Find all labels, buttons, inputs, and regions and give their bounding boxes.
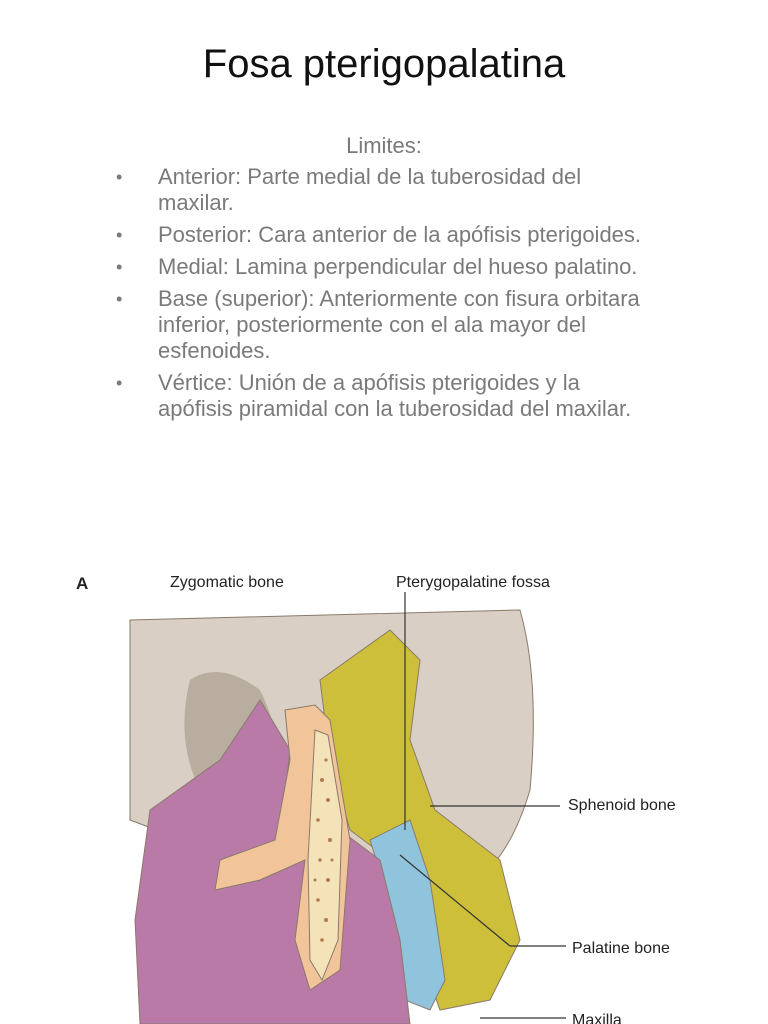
list-item xyxy=(116,222,656,248)
list-item-text: Anterior: Parte medial de la tuberosidad del maxilar. xyxy=(158,164,582,215)
list-item-text: Base (superior): Anteriormente con fisura orbitara inferior, posteriormente con el ala mayor del esfenoides. xyxy=(158,286,640,363)
label-palatine-bone: Palatine bone xyxy=(572,940,670,957)
bullet-icon: • xyxy=(116,257,123,277)
anatomy-figure xyxy=(60,560,768,1024)
bullet-icon: • xyxy=(116,225,123,245)
label-maxilla: Maxilla xyxy=(572,1012,622,1024)
list-item-text: Vértice: Unión de a apófisis pterigoides y la apófisis piramidal con la tuberosidad del maxilar. xyxy=(158,370,632,421)
slide-title: Fosa pterigopalatina xyxy=(202,42,566,86)
label-pterygopalatine-fossa: Pterygopalatine fossa xyxy=(396,574,550,591)
bullet-icon: • xyxy=(116,373,123,393)
bullet-icon: • xyxy=(116,167,123,187)
list-item-text: Medial: Lamina perpendicular del hueso palatino. xyxy=(158,254,638,279)
list-item xyxy=(116,286,656,364)
list-item xyxy=(116,254,656,280)
list-item-text: Posterior: Cara anterior de la apófisis pterigoides. xyxy=(158,222,642,247)
list-item xyxy=(116,164,656,216)
limits-heading: Limites: xyxy=(346,133,422,158)
label-sphenoid-bone: Sphenoid bone xyxy=(568,797,676,814)
panel-letter: A xyxy=(76,574,89,593)
bullet-icon: • xyxy=(116,289,123,309)
list-item xyxy=(116,370,656,422)
limits-list xyxy=(116,164,656,428)
label-zygomatic-bone: Zygomatic bone xyxy=(170,574,284,591)
